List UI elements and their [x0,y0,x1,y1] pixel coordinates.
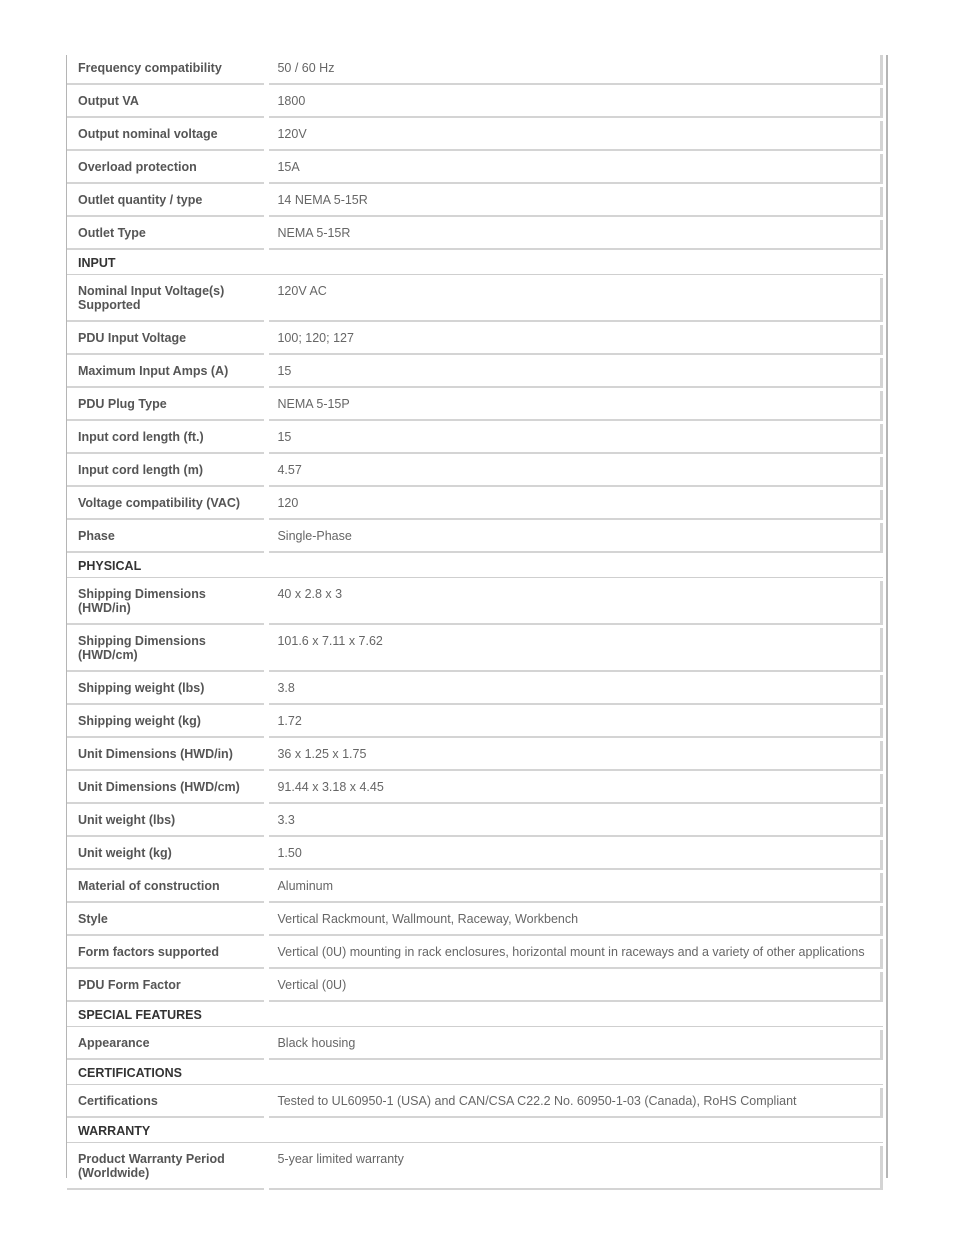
spec-value: Vertical (0U) [269,972,883,1002]
spec-label: Style [67,906,264,936]
spec-row [67,187,883,220]
spec-label: Overload protection [67,154,264,184]
spec-row [67,154,883,187]
section-header-row [67,1121,883,1146]
spec-row [67,628,883,675]
spec-row [67,490,883,523]
spec-value: 3.8 [269,675,883,705]
spec-value: 100; 120; 127 [269,325,883,355]
spec-sheet [66,55,888,1178]
spec-row [67,523,883,556]
spec-value: 15A [269,154,883,184]
spec-label: Input cord length (ft.) [67,424,264,454]
spec-label: Shipping weight (lbs) [67,675,264,705]
spec-label: Shipping weight (kg) [67,708,264,738]
spec-label: Unit Dimensions (HWD/in) [67,741,264,771]
spec-label: Product Warranty Period (Worldwide) [67,1146,264,1190]
spec-row [67,424,883,457]
spec-row [67,1088,883,1121]
spec-row [67,391,883,424]
section-header-row [67,556,883,581]
spec-label: Input cord length (m) [67,457,264,487]
spec-row [67,675,883,708]
section-title: INPUT [67,253,883,275]
spec-row [67,939,883,972]
spec-row [67,807,883,840]
spec-value: Single-Phase [269,523,883,553]
spec-label: Certifications [67,1088,264,1118]
spec-value: 15 [269,424,883,454]
spec-label: Form factors supported [67,939,264,969]
spec-value: 120V AC [269,278,883,322]
spec-value: 14 NEMA 5-15R [269,187,883,217]
spec-row [67,972,883,1005]
spec-value: 101.6 x 7.11 x 7.62 [269,628,883,672]
section-title: PHYSICAL [67,556,883,578]
section-header-row [67,1005,883,1030]
spec-value: 1.72 [269,708,883,738]
spec-value: 120 [269,490,883,520]
spec-table-body [67,55,883,1193]
spec-value: 1.50 [269,840,883,870]
spec-label: Outlet quantity / type [67,187,264,217]
spec-value: 3.3 [269,807,883,837]
spec-row [67,220,883,253]
spec-label: PDU Plug Type [67,391,264,421]
spec-label: Outlet Type [67,220,264,250]
spec-row [67,708,883,741]
specifications-table [67,55,883,1193]
spec-label: Nominal Input Voltage(s) Supported [67,278,264,322]
spec-label: Unit weight (kg) [67,840,264,870]
spec-value: 36 x 1.25 x 1.75 [269,741,883,771]
spec-row [67,121,883,154]
spec-value: Vertical (0U) mounting in rack enclosures, horizontal mount in raceways and a variety of other applications [269,939,883,969]
spec-row [67,1030,883,1063]
spec-label: Frequency compatibility [67,55,264,85]
spec-label: PDU Input Voltage [67,325,264,355]
spec-label: Appearance [67,1030,264,1060]
spec-row [67,581,883,628]
spec-label: Unit Dimensions (HWD/cm) [67,774,264,804]
spec-label: Maximum Input Amps (A) [67,358,264,388]
spec-row [67,457,883,490]
spec-value: 5-year limited warranty [269,1146,883,1190]
spec-row [67,358,883,391]
spec-value: 120V [269,121,883,151]
spec-value: 1800 [269,88,883,118]
spec-value: NEMA 5-15P [269,391,883,421]
spec-label: Shipping Dimensions (HWD/in) [67,581,264,625]
spec-label: Shipping Dimensions (HWD/cm) [67,628,264,672]
spec-label: Phase [67,523,264,553]
spec-value: 91.44 x 3.18 x 4.45 [269,774,883,804]
spec-label: Unit weight (lbs) [67,807,264,837]
section-title: WARRANTY [67,1121,883,1143]
spec-row [67,55,883,88]
spec-value: Vertical Rackmount, Wallmount, Raceway, Workbench [269,906,883,936]
section-title: CERTIFICATIONS [67,1063,883,1085]
spec-row [67,88,883,121]
spec-value: 50 / 60 Hz [269,55,883,85]
spec-row [67,1146,883,1193]
spec-row [67,325,883,358]
spec-row [67,278,883,325]
spec-label: Output VA [67,88,264,118]
spec-value: 40 x 2.8 x 3 [269,581,883,625]
spec-value: 4.57 [269,457,883,487]
spec-row [67,774,883,807]
spec-row [67,741,883,774]
spec-row [67,873,883,906]
spec-value: 15 [269,358,883,388]
spec-label: PDU Form Factor [67,972,264,1002]
spec-row [67,906,883,939]
spec-value: Black housing [269,1030,883,1060]
spec-label: Output nominal voltage [67,121,264,151]
spec-label: Material of construction [67,873,264,903]
section-header-row [67,1063,883,1088]
spec-value: Tested to UL60950-1 (USA) and CAN/CSA C22.2 No. 60950-1-03 (Canada), RoHS Compliant [269,1088,883,1118]
section-header-row [67,253,883,278]
spec-value: NEMA 5-15R [269,220,883,250]
spec-row [67,840,883,873]
spec-value: Aluminum [269,873,883,903]
section-title: SPECIAL FEATURES [67,1005,883,1027]
spec-label: Voltage compatibility (VAC) [67,490,264,520]
